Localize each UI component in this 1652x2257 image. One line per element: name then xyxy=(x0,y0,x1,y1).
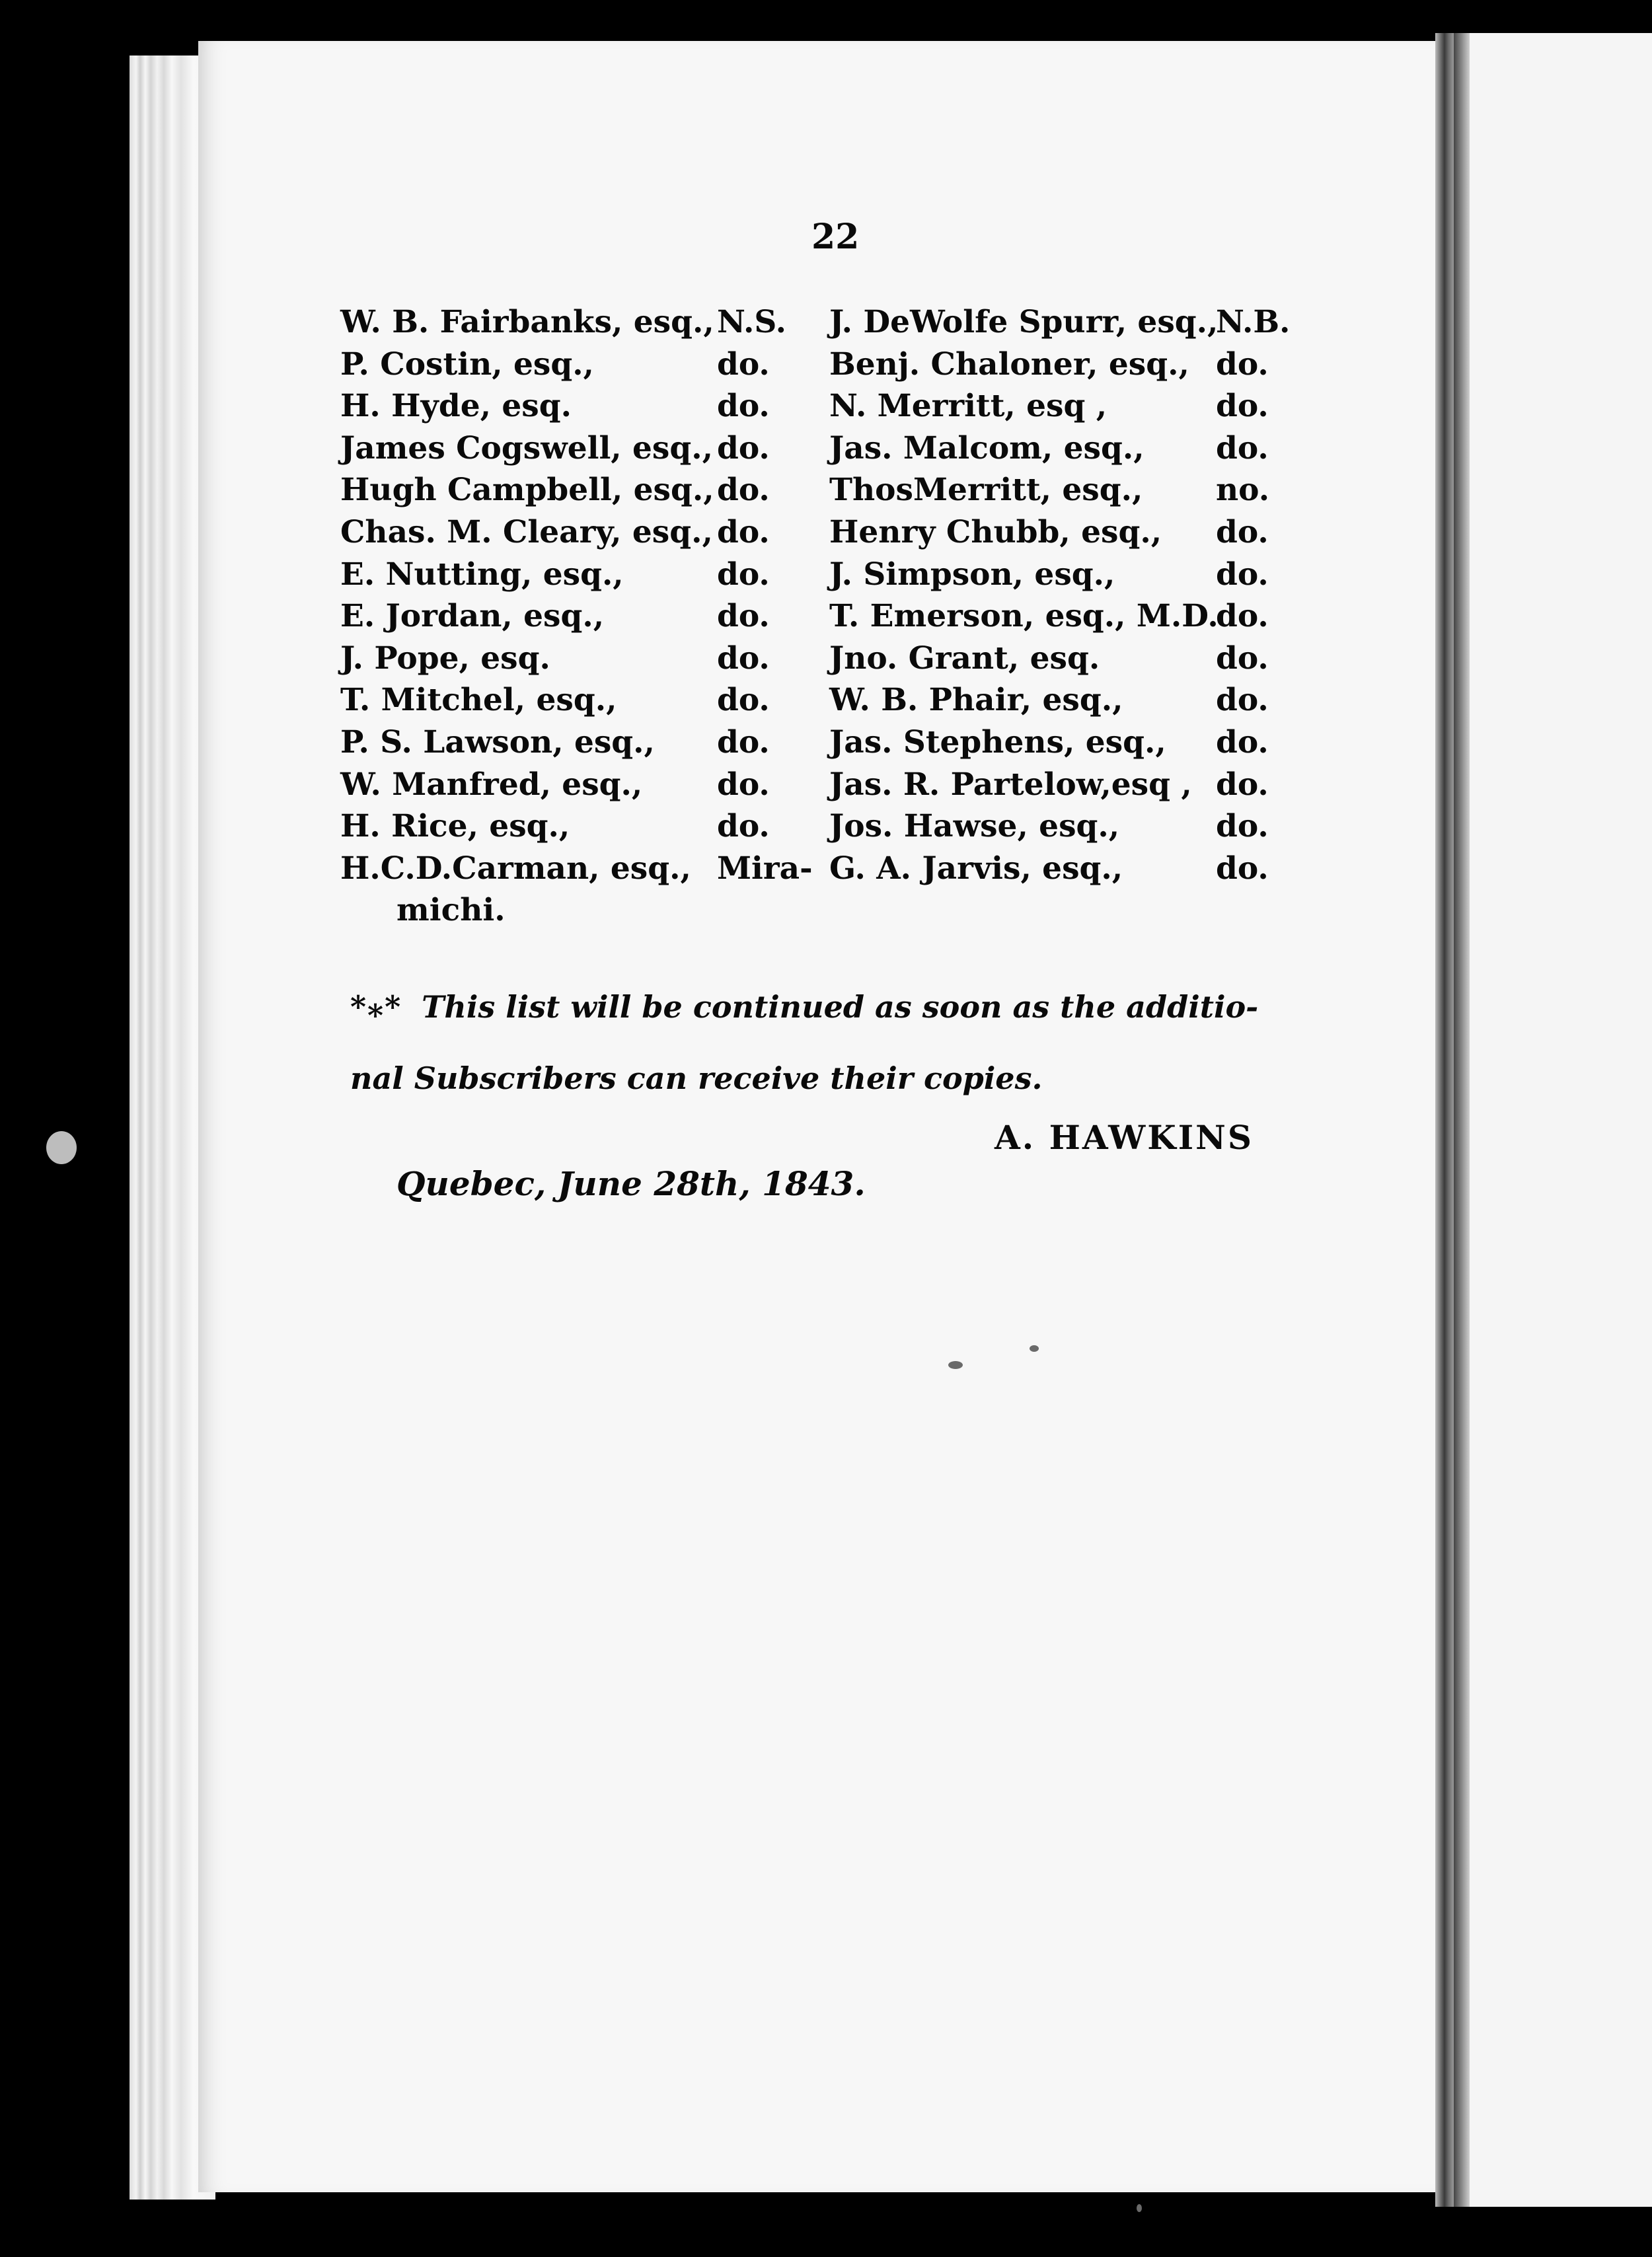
subscriber-location: Mira- xyxy=(717,850,813,887)
book-spine xyxy=(1435,33,1454,2207)
list-item xyxy=(340,850,1325,893)
subscriber-name: Jno. Grant, esq. xyxy=(829,640,1100,677)
list-item xyxy=(340,472,1325,514)
subscriber-name: N. Merritt, esq , xyxy=(829,388,1108,425)
subscriber-location: do. xyxy=(1216,429,1269,466)
subscriber-location: do. xyxy=(717,808,770,845)
list-item xyxy=(340,724,1325,766)
subscriber-location: do. xyxy=(1216,346,1269,383)
subscriber-name: P. Costin, esq., xyxy=(340,346,594,383)
note-asterism: *⁎* xyxy=(350,989,402,1025)
list-item xyxy=(340,766,1325,809)
page-number: 22 xyxy=(811,217,860,257)
subscriber-name: ThosMerritt, esq., xyxy=(829,472,1143,509)
scan-speck xyxy=(46,1131,77,1164)
subscriber-location: do. xyxy=(717,388,770,425)
subscriber-location: do. xyxy=(1216,598,1269,635)
list-item xyxy=(340,556,1325,599)
list-item xyxy=(340,430,1325,472)
subscriber-name: Henry Chubb, esq., xyxy=(829,513,1162,550)
scan-speck xyxy=(1030,1345,1039,1352)
list-item xyxy=(340,514,1325,556)
subscriber-location: do. xyxy=(1216,556,1269,593)
subscriber-name: Jos. Hawse, esq., xyxy=(829,808,1120,845)
subscriber-name: J. Simpson, esq., xyxy=(829,556,1115,593)
subscriber-name: Jas. R. Partelow,esq , xyxy=(829,766,1192,803)
list-item xyxy=(340,346,1325,388)
subscriber-name: T. Emerson, esq., M.D. xyxy=(829,598,1219,635)
subscriber-location: no. xyxy=(1216,472,1270,509)
subscriber-name: W. B. Phair, esq., xyxy=(829,682,1123,719)
subscriber-location: do. xyxy=(1216,682,1269,719)
subscriber-location: do. xyxy=(717,640,770,677)
subscriber-name: H. Rice, esq., xyxy=(340,808,570,845)
subscriber-location: do. xyxy=(717,346,770,383)
subscriber-name: W. B. Fairbanks, esq., xyxy=(340,304,714,340)
subscriber-location: do. xyxy=(717,556,770,593)
dateline: Quebec, June 28th, 1843. xyxy=(396,1164,866,1203)
subscriber-location: do. xyxy=(717,723,770,760)
subscriber-location: do. xyxy=(1216,513,1269,550)
subscriber-location: N.B. xyxy=(1216,304,1291,340)
list-item xyxy=(340,598,1325,640)
list-item xyxy=(340,388,1325,430)
list-item xyxy=(340,304,1325,346)
subscriber-name: H.C.D.Carman, esq., xyxy=(340,850,691,887)
subscriber-location: do. xyxy=(1216,808,1269,845)
subscriber-name: W. Manfred, esq., xyxy=(340,766,643,803)
subscriber-location-continuation: michi. xyxy=(396,892,506,928)
subscriber-name: Chas. M. Cleary, esq., xyxy=(340,513,713,550)
subscriber-name: G. A. Jarvis, esq., xyxy=(829,850,1123,887)
subscriber-location: do. xyxy=(1216,723,1269,760)
scan-speck xyxy=(1137,2204,1142,2212)
subscriber-name: E. Jordan, esq., xyxy=(340,598,605,635)
note-line: nal Subscribers can receive their copies. xyxy=(350,1060,1043,1096)
subscriber-name: J. DeWolfe Spurr, esq., xyxy=(829,304,1219,340)
subscriber-name: H. Hyde, esq. xyxy=(340,388,572,425)
subscriber-name: J. Pope, esq. xyxy=(340,640,550,677)
subscriber-name: Benj. Chaloner, esq., xyxy=(829,346,1189,383)
adjacent-page xyxy=(1454,33,1652,2207)
list-item xyxy=(340,682,1325,724)
subscriber-name: James Cogswell, esq., xyxy=(340,429,713,466)
subscriber-list xyxy=(340,304,1325,892)
subscriber-location: do. xyxy=(717,766,770,803)
subscriber-location: do. xyxy=(1216,640,1269,677)
subscriber-location: do. xyxy=(1216,850,1269,887)
continuation-note xyxy=(350,971,1348,1114)
list-item xyxy=(340,640,1325,683)
subscriber-location: do. xyxy=(717,472,770,509)
subscriber-name: Jas. Stephens, esq., xyxy=(829,723,1166,760)
subscriber-location: N.S. xyxy=(717,304,786,340)
subscriber-name: E. Nutting, esq., xyxy=(340,556,624,593)
note-line xyxy=(350,971,1348,1043)
note-text: This list will be continued as soon as the additio- xyxy=(422,989,1259,1025)
subscriber-name: T. Mitchel, esq., xyxy=(340,682,617,719)
subscriber-name: Hugh Campbell, esq., xyxy=(340,472,714,509)
subscriber-location: do. xyxy=(717,429,770,466)
subscriber-name: Jas. Malcom, esq., xyxy=(829,429,1145,466)
subscriber-location: do. xyxy=(717,513,770,550)
adjacent-page-gutter xyxy=(1454,33,1470,2207)
subscriber-location: do. xyxy=(717,682,770,719)
subscriber-location: do. xyxy=(1216,766,1269,803)
scan-speck xyxy=(948,1361,963,1369)
subscriber-location: do. xyxy=(1216,388,1269,425)
subscriber-location: do. xyxy=(717,598,770,635)
subscriber-name: P. S. Lawson, esq., xyxy=(340,723,655,760)
signature: A. HAWKINS xyxy=(995,1118,1254,1157)
list-item xyxy=(340,808,1325,850)
